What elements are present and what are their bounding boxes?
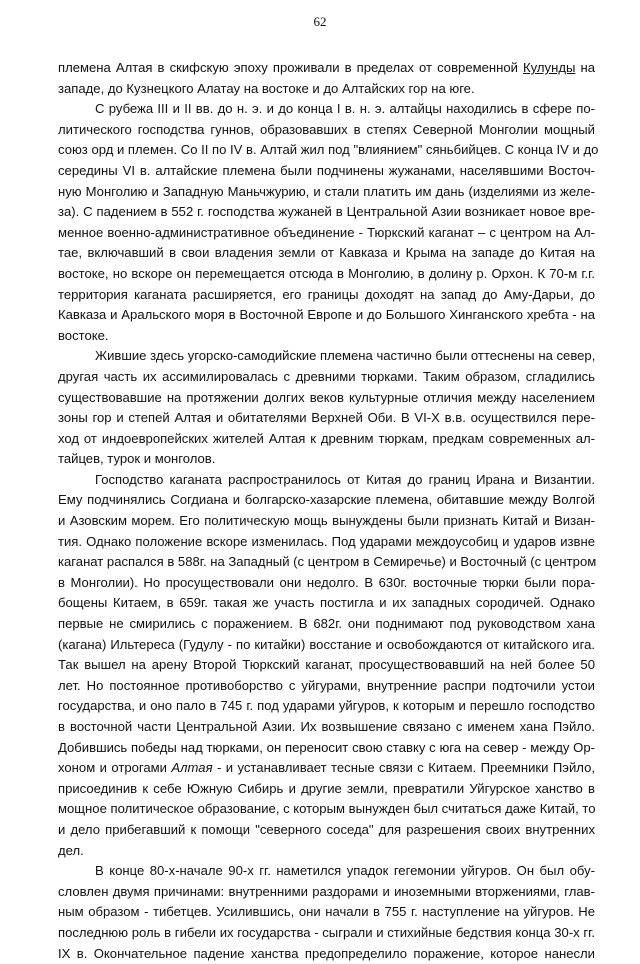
paragraph: [58, 470, 595, 861]
text-segment: Добившись победы над тюрками, он переносит свою ставку с юга на север - между Ор-: [58, 739, 595, 755]
text-segment: тае, включавший в свои владения земли от Кавказа и Крыма на западе до Китая на: [58, 245, 595, 261]
text-segment: ход от индоевропейских жителей Алтая к древним тюркам, предкам современных ал-: [58, 430, 595, 446]
paragraph: [58, 99, 599, 346]
text-line: [58, 882, 595, 903]
text-segment: лет. Но постоянное противоборство с уйгурами, внутренние распри подточили устои: [58, 677, 595, 693]
text-line: [58, 902, 595, 923]
text-segment: Кавказа и Аральского моря в Восточной Европе и до Большого Хинганского хребта - на: [58, 307, 595, 323]
paragraph: [58, 346, 595, 470]
text-segment: первые не смирились с поражением. В 682г. они поднимают под руководством хана: [58, 616, 595, 632]
text-line: [58, 120, 595, 141]
text-line: [58, 758, 595, 779]
text-segment: в восточной части Центральной Азии. Их возвышение связано с именем хана Пэйло.: [58, 719, 595, 734]
text-segment: последнюю роль в гибели их государства - сыграли и стихийные бедствия конца 30-х гг.: [58, 924, 595, 940]
text-line: [58, 470, 595, 491]
text-segment: середины VI в. алтайские племена были подчинены жужанами, населявшими Восточ-: [58, 162, 595, 178]
body-text: [58, 58, 599, 964]
text-line: [58, 923, 595, 944]
text-segment: тайцев, турок и монголов.: [58, 451, 216, 467]
text-segment: зоны гор и степей Алтая и обитателями Верхней Оби. В VI-X в.в. осуществился пере-: [58, 410, 595, 426]
text-segment: ным образом - тибетцев. Усилившись, они начали в 755 г. наступление на уйгуров. Не: [58, 904, 595, 920]
text-line: [58, 264, 595, 285]
text-line: [58, 717, 595, 738]
text-line: [58, 346, 595, 367]
text-line: [58, 305, 595, 326]
text-line: [58, 696, 595, 717]
text-segment: С рубежа III и II вв. до н. э. и до конца I в. н. э. алтайцы находились в сфере по-: [95, 101, 595, 117]
text-segment: востоке, но вскоре он перемещается отсюда в Монголию, в долину р. Орхон. К 70-м г.г.: [58, 265, 595, 281]
text-segment: другая часть их ассимилировалась с древними тюрками. Таким образом, сгладились: [58, 368, 595, 384]
text-segment: на: [575, 60, 595, 75]
text-line: [58, 429, 595, 450]
text-segment: литического господства гуннов, образовавших в степях Северной Монголии мощный: [58, 121, 595, 137]
text-segment: IX в. Окончательное падение ханства предопределило поражение, которое нанесли: [58, 945, 595, 961]
text-segment: и дело прибегавший к помощи "северного соседа" для разрешения своих внутренних: [58, 821, 595, 837]
text-segment: Так вышел на арену Второй Тюркский каганат, просуществовавший на ней более 50: [58, 657, 595, 673]
text-line: [58, 799, 595, 820]
text-line: [58, 490, 595, 511]
text-segment: государства, и оно пало в 745 г. под ударами уйгуров, к которым и перешло господство: [58, 698, 595, 714]
text-line: [58, 593, 595, 614]
text-segment: тия. Однако положение вскоре изменилась. Под ударами междоусобиц и ударов извне: [58, 533, 595, 549]
text-segment: (кагана) Ильтереса (Гудулу - по китайки) восстание и освобождаются от китайского ига.: [58, 636, 595, 652]
text-segment: и Азовским морем. Его политическую мощь вынуждены были признать Китай и Визан-: [58, 513, 595, 529]
text-line: [58, 99, 595, 120]
text-line: [58, 285, 595, 306]
text-line: [58, 79, 595, 100]
text-line: [58, 532, 595, 553]
text-line: [58, 326, 595, 347]
text-segment: за). С падением в 552 г. господства жужаней в Центральной Азии возникает новое вре-: [58, 204, 595, 220]
text-line: [58, 552, 595, 573]
text-segment: словлен двумя причинами: внутренними раздорами и иноземными вторжениями, глав-: [58, 883, 595, 899]
text-line: [58, 676, 595, 697]
text-line: [58, 202, 595, 223]
text-line: [58, 614, 595, 635]
text-line: [58, 635, 595, 656]
text-line: [58, 944, 595, 964]
text-segment: западе, до Кузнецкого Алатау на востоке и до Алтайских гор на юге.: [58, 80, 475, 96]
text-line: [58, 841, 595, 862]
paragraph: [58, 861, 595, 964]
text-segment: бощены Китаем, в 659г. такая же участь постигла и их западных сородичей. Однако: [58, 595, 595, 611]
text-segment: Ему подчинялись Согдиана и болгарско-хазарские племена, обитавшие между Волгой: [58, 492, 595, 508]
text-segment: хоном и отрогами: [58, 760, 172, 776]
text-line: [58, 511, 595, 532]
text-segment: В конце 80-х-начале 90-х гг. наметился упадок гегемонии уйгуров. Он был обу-: [95, 863, 595, 879]
text-segment: дел.: [58, 842, 84, 858]
text-segment: Жившие здесь угорско-самодийские племена частично были оттеснены на север,: [95, 348, 596, 364]
text-line: [58, 140, 599, 161]
text-line: [58, 388, 595, 409]
page-number: 62: [313, 14, 327, 29]
text-line: [58, 573, 595, 594]
text-segment: существовавшие на протяжении долгих веков культурные отличия между населением: [58, 389, 595, 405]
text-line: [58, 367, 595, 388]
text-line: [58, 449, 595, 470]
text-line: [58, 408, 595, 429]
text-segment: присоединив к себе Южную Сибирь и другие земли, превратили Уйгурское ханство в: [58, 780, 595, 796]
text-line: [58, 161, 595, 182]
text-segment: территория каганата расширяется, его границы доходят на запад до Аму-Дарьи, до: [58, 286, 595, 302]
text-segment: в Монголии). Но просуществовали они недолго. В 630г. восточные тюрки были пора-: [58, 574, 595, 590]
text-line: [58, 58, 595, 79]
text-segment: ную Монголию и Западную Маньчжурию, и стали платить им дань (изделиями из желе-: [58, 183, 595, 199]
text-segment: союз орд и племен. Со II по IV в. Алтай жил под "влиянием" сяньбийцев. С конца IV и до: [58, 142, 599, 158]
text-segment: менное военно-административное объединение - Тюркский каганат – с центром на Ал-: [58, 224, 595, 240]
italic-term: Алтая: [171, 760, 213, 776]
text-line: [58, 223, 595, 244]
paragraph: [58, 58, 595, 99]
text-line: [58, 779, 595, 800]
text-segment: востоке.: [58, 327, 109, 343]
text-line: [58, 820, 595, 841]
text-line: [58, 861, 595, 882]
text-line: [58, 738, 595, 759]
text-line: [58, 182, 595, 203]
underlined-term: Кулунды: [523, 60, 576, 75]
text-line: [58, 243, 595, 264]
text-segment: мощное политическое образование, с которым вынужден был считаться даже Китай, то: [58, 801, 596, 817]
text-line: [58, 655, 595, 676]
text-segment: каганат распался в 588г. на Западный (с центром в Семиречье) и Восточный (с центром: [58, 554, 597, 570]
text-segment: племена Алтая в скифскую эпоху проживали в пределах от современной: [58, 60, 524, 75]
text-segment: - и устанавливает тесные связи с Китаем. Преемники Пэйло,: [212, 760, 595, 776]
text-segment: Господство каганата распространилось от Китая до границ Ирана и Византии.: [95, 471, 595, 487]
